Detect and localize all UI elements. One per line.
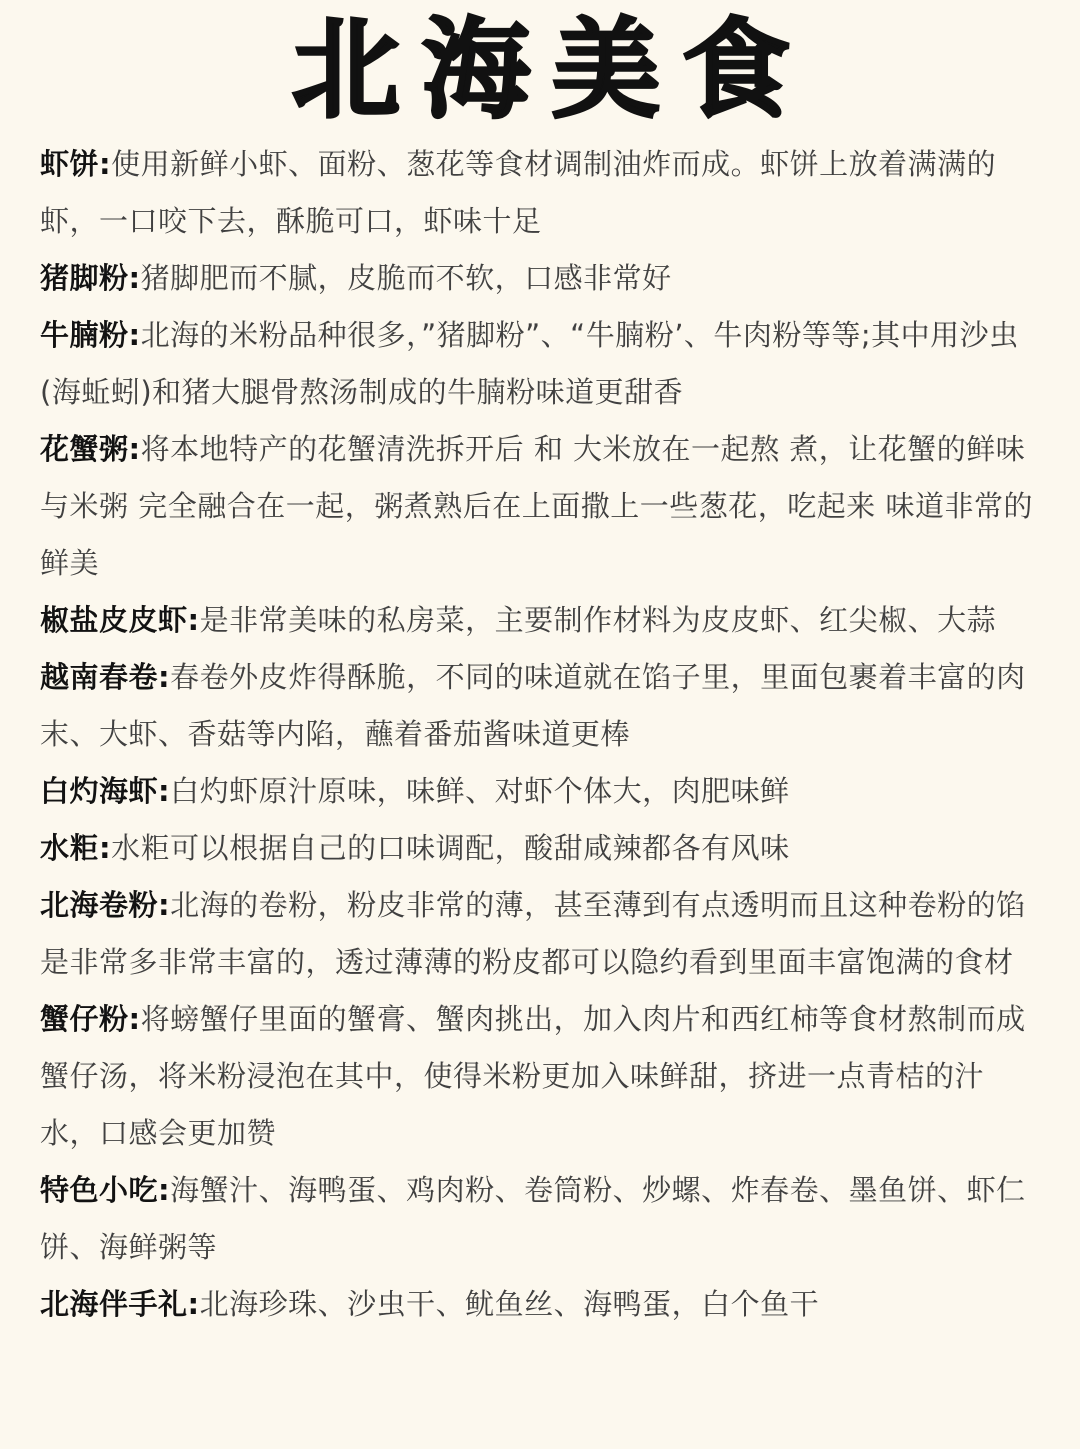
- food-entry-crab-congee: [40, 421, 1042, 592]
- food-description: 水粔可以根据自己的口味调配，酸甜咸辣都各有风味: [111, 831, 790, 865]
- food-name: 牛腩粉: [40, 318, 129, 352]
- page: [0, 6, 1080, 1449]
- separator: :: [158, 774, 171, 808]
- food-name: 花蟹粥: [40, 432, 129, 466]
- food-entry-rolled-rice-noodle: [40, 877, 1042, 991]
- food-entry-crab-roe-noodles: [40, 991, 1042, 1162]
- page-title: 北海美食: [291, 8, 812, 133]
- food-entry-shui-ju: [40, 820, 1042, 877]
- food-description: 猪脚肥而不腻，皮脆而不软，口感非常好: [140, 261, 672, 295]
- food-entry-pig-trotter-noodles: [40, 250, 1042, 307]
- separator: :: [158, 660, 171, 694]
- food-name: 猪脚粉: [40, 261, 129, 295]
- food-name: 特色小吃: [40, 1173, 159, 1207]
- separator: :: [187, 603, 200, 637]
- food-name: 水粔: [40, 831, 100, 865]
- separator: :: [99, 147, 112, 181]
- food-description: 将螃蟹仔里面的蟹膏、蟹肉挑出，加入肉片和西红柿等食材熬制而成蟹仔汤，将米粉浸泡在其中，使得米粉更加入味鲜甜，挤进一点青桔的汁水，口感会更加赞: [40, 1002, 1026, 1150]
- food-list: [40, 136, 1042, 1333]
- food-name: 白灼海虾: [40, 774, 159, 808]
- food-description: 海蟹汁、海鸭蛋、鸡肉粉、卷筒粉、炒螺、炸春卷、墨鱼饼、虾仁饼、海鲜粥等: [40, 1173, 1026, 1264]
- food-description: 春卷外皮炸得酥脆，不同的味道就在馅子里，里面包裹着丰富的肉末、大虾、香菇等内陷，蘸着番茄酱味道更棒: [40, 660, 1026, 751]
- food-description: 是非常美味的私房菜，主要制作材料为皮皮虾、红尖椒、大蒜: [199, 603, 997, 637]
- separator: :: [158, 1173, 171, 1207]
- separator: :: [187, 1287, 200, 1321]
- food-description: 白灼虾原汁原味，味鲜、对虾个体大，肉肥味鲜: [170, 774, 790, 808]
- food-name: 虾饼: [40, 147, 100, 181]
- food-entry-local-snacks: [40, 1162, 1042, 1276]
- food-description: 北海的米粉品种很多，”猪脚粉”、“牛腩粉’、牛肉粉等等;其中用沙虫(海蚯蚓)和猪大腿骨熬汤制成的牛腩粉味道更甜香: [40, 318, 1019, 409]
- separator: :: [99, 831, 112, 865]
- food-entry-beef-brisket-noodles: [40, 307, 1042, 421]
- food-entry-souvenirs: [40, 1276, 1042, 1333]
- food-description: 北海的卷粉，粉皮非常的薄，甚至薄到有点透明而且这种卷粉的馅是非常多非常丰富的，透过薄薄的粉皮都可以隐约看到里面丰富饱满的食材: [40, 888, 1026, 979]
- food-entry-vietnamese-spring-roll: [40, 649, 1042, 763]
- separator: :: [128, 261, 141, 295]
- food-name: 北海卷粉: [40, 888, 159, 922]
- food-description: 北海珍珠、沙虫干、鱿鱼丝、海鸭蛋，白个鱼干: [199, 1287, 820, 1321]
- food-name: 蟹仔粉: [40, 1002, 129, 1036]
- food-entry-salt-pepper-mantis-shrimp: [40, 592, 1042, 649]
- separator: :: [128, 1002, 141, 1036]
- separator: :: [128, 318, 141, 352]
- food-description: 将本地特产的花蟹清洗拆开后 和 大米放在一起熬 煮，让花蟹的鲜味与米粥 完全融合在一起，粥煮熟后在上面撒上一些葱花，吃起来 味道非常的鲜美: [40, 432, 1033, 580]
- food-entry-boiled-prawn: [40, 763, 1042, 820]
- food-description: 使用新鲜小虾、面粉、葱花等食材调制油炸而成。虾饼上放着满满的虾，一口咬下去，酥脆可口，虾味十足: [40, 147, 997, 238]
- separator: :: [128, 432, 141, 466]
- food-name: 越南春卷: [40, 660, 159, 694]
- food-name: 北海伴手礼: [40, 1287, 188, 1321]
- separator: :: [158, 888, 171, 922]
- food-entry-shrimp-cake: [40, 136, 1042, 250]
- food-name: 椒盐皮皮虾: [40, 603, 188, 637]
